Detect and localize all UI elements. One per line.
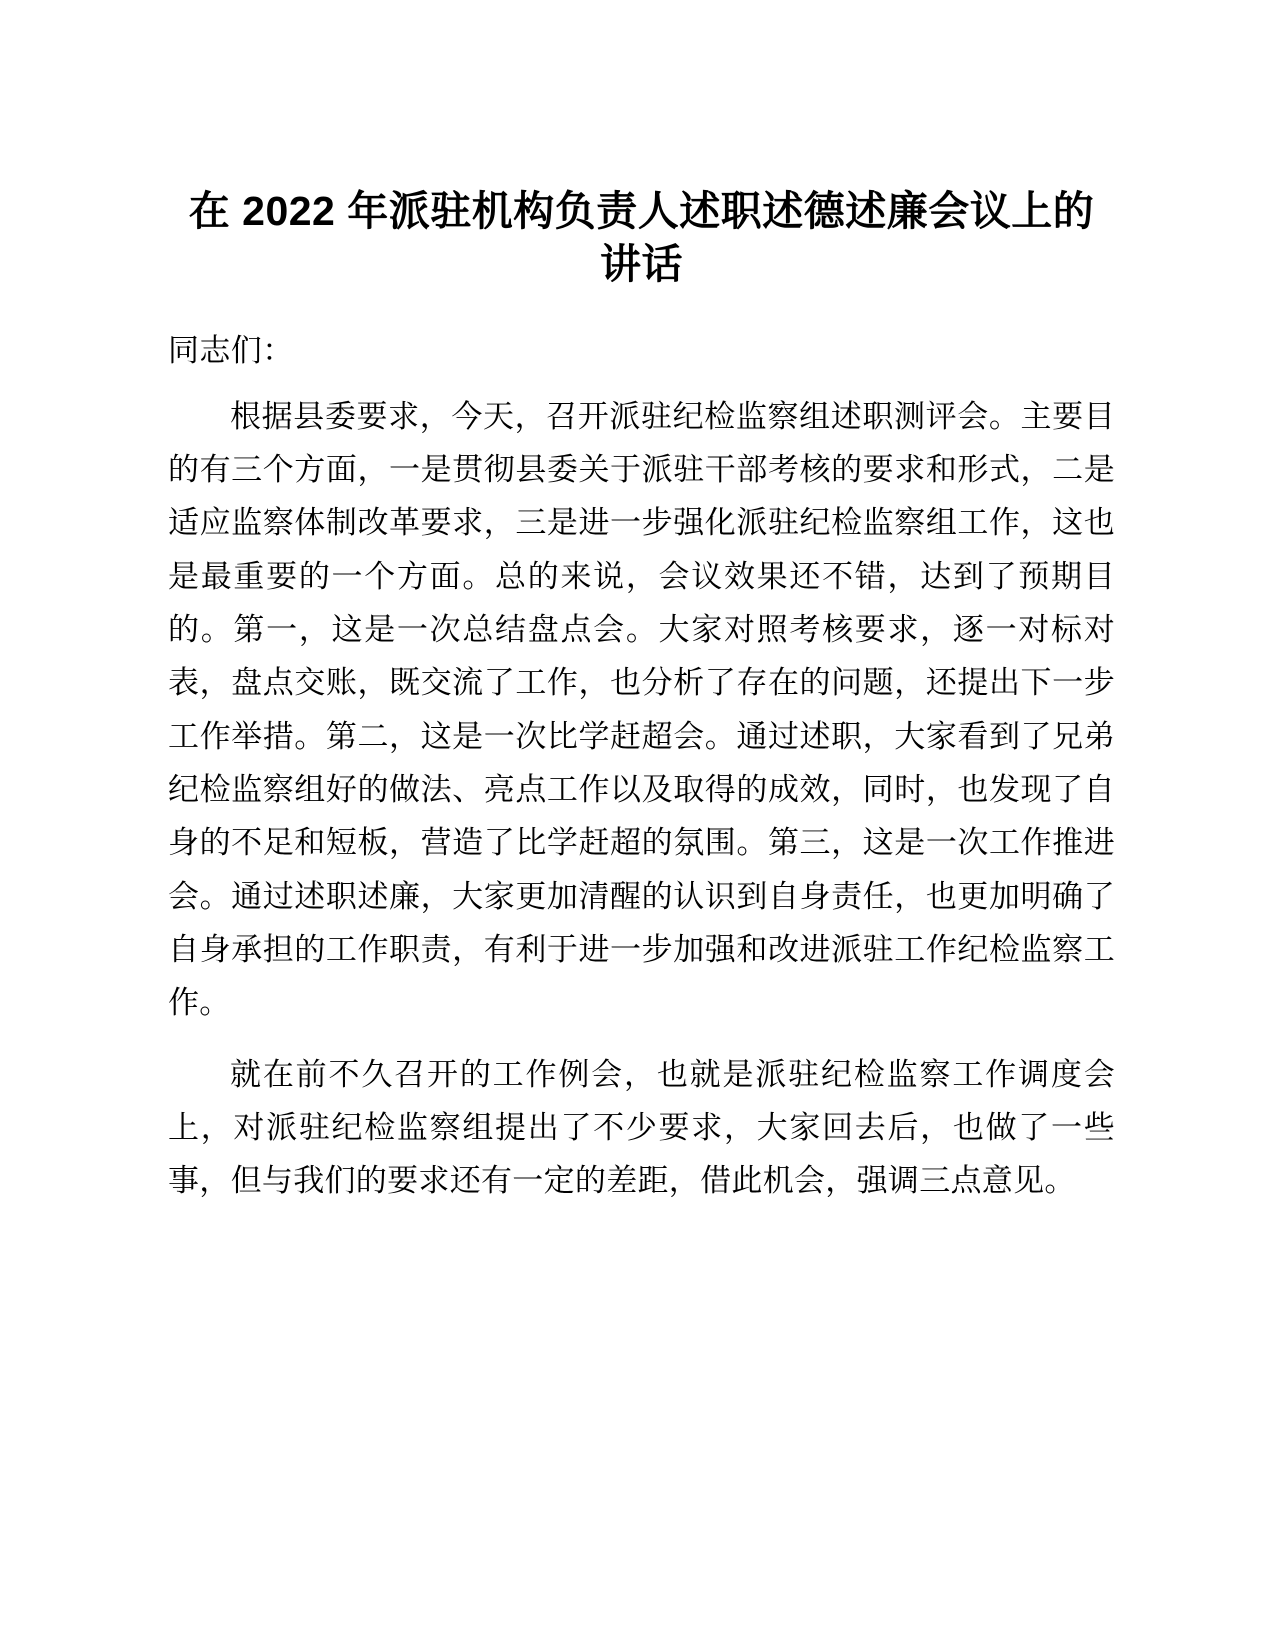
page-title: 在 2022 年派驻机构负责人述职述德述廉会议上的讲话 <box>188 188 1095 288</box>
body-paragraph-2: 就在前不久召开的工作例会，也就是派驻纪检监察工作调度会上，对派驻纪检监察组提出了不少要求，大家回去后，也做了一些事，但与我们的要求还有一定的差距，借此机会，强调三点意见。 <box>168 1056 1115 1199</box>
salutation-text: 同志们： <box>168 332 294 368</box>
body-paragraph-1: 根据县委要求，今天，召开派驻纪检监察组述职测评会。主要目的有三个方面，一是贯彻县委关于派驻干部考核的要求和形式，二是适应监察体制改革要求，三是进一步强化派驻纪检监察组工作，这也是最重要的一个方面。总的来说，会议效果还不错，达到了预期目的。第一，这是一次总结盘点会。大家对照考核要求，逐一对标对表，盘点交账，既交流了工作，也分析了存在的问题，还提出下一步工作举措。第二，这是一次比学赶超会。通过述职，大家看到了兄弟纪检监察组好的做法、亮点工作以及取得的成效，同时，也发现了自身的不足和短板，营造了比学赶超的氛围。第三，这是一次工作推进会。通过述职述廉，大家更加清醒的认识到自身责任，也更加明确了自身承担的工作职责，有利于进一步加强和改进派驻工作纪检监察工作。 <box>168 398 1115 1021</box>
